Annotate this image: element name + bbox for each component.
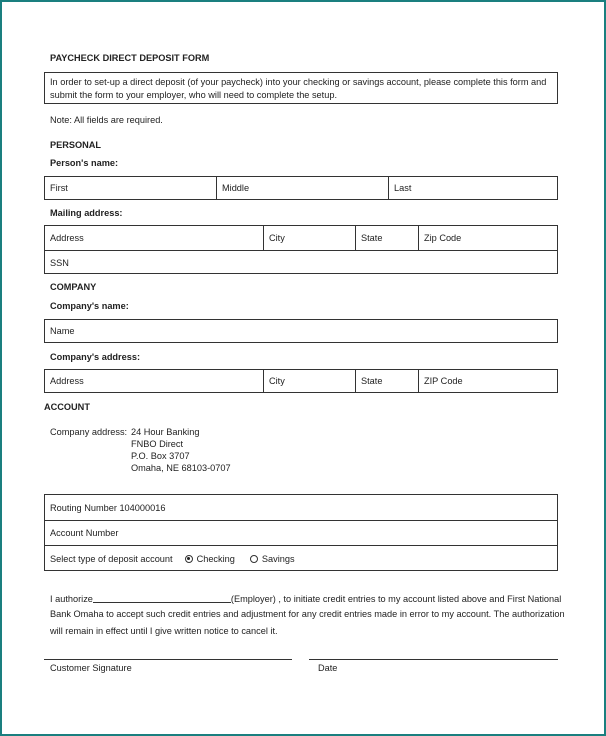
company-name-row — [44, 319, 558, 343]
company-heading: COMPANY — [50, 282, 97, 292]
company-state-label: State — [361, 376, 383, 386]
authorization-line-1 — [50, 593, 561, 604]
first-name-field[interactable] — [45, 177, 216, 199]
mailing-state-label: State — [361, 233, 383, 243]
routing-number-text: Routing Number 104000016 — [50, 502, 166, 513]
company-address-row — [44, 369, 558, 393]
persons-name-label: Person's name: — [50, 158, 119, 168]
persons-name-row — [44, 176, 558, 200]
bank-address-line: 24 Hour Banking — [131, 427, 200, 437]
savings-label: Savings — [261, 553, 295, 564]
account-details-block — [44, 494, 558, 571]
account-heading: ACCOUNT — [44, 402, 90, 412]
company-city-label: City — [269, 376, 285, 386]
ssn-field[interactable] — [45, 250, 557, 274]
company-zip-field[interactable] — [418, 370, 557, 392]
checking-radio-icon[interactable] — [185, 555, 193, 563]
company-state-field[interactable] — [355, 370, 418, 392]
routing-number-field[interactable] — [45, 495, 557, 520]
last-name-field[interactable] — [388, 177, 557, 199]
mailing-street-field[interactable] — [45, 226, 263, 250]
first-name-label: First — [50, 183, 68, 193]
checking-label: Checking — [196, 553, 235, 564]
mailing-zip-field[interactable] — [418, 226, 557, 250]
company-city-field[interactable] — [263, 370, 355, 392]
savings-option[interactable] — [250, 554, 295, 564]
bank-address-label: Company address: — [50, 427, 128, 437]
mailing-address-label: Mailing address: — [50, 208, 123, 218]
ssn-label: SSN — [50, 257, 69, 268]
last-name-label: Last — [394, 183, 412, 193]
date-label: Date — [318, 663, 338, 673]
account-number-label: Account Number — [50, 528, 119, 538]
form-title: PAYCHECK DIRECT DEPOSIT FORM — [50, 53, 210, 63]
company-zip-label: ZIP Code — [424, 376, 463, 386]
authorize-text-continued: (Employer) , to initiate credit entries to my account listed above and First National — [230, 594, 562, 604]
employer-blank[interactable] — [93, 593, 231, 603]
authorization-line-2: Bank Omaha to accept such credit entries and adjustment for any credit entries made in error to my account. The authorization — [50, 609, 565, 619]
bank-address-line: Omaha, NE 68103-0707 — [131, 463, 231, 473]
checking-option[interactable] — [185, 554, 235, 564]
company-street-field[interactable] — [45, 370, 263, 392]
mailing-zip-label: Zip Code — [424, 233, 462, 243]
mailing-address-block — [44, 225, 558, 274]
middle-name-field[interactable] — [216, 177, 388, 199]
mailing-city-label: City — [269, 233, 285, 243]
company-name-field[interactable] — [45, 320, 557, 342]
deposit-type-label: Select type of deposit account — [50, 553, 173, 564]
bank-address-line: FNBO Direct — [131, 439, 184, 449]
bank-address-line: P.O. Box 3707 — [131, 451, 190, 461]
authorization-line-3: will remain in effect until I give written notice to cancel it. — [50, 626, 278, 636]
authorize-text: I authorize — [50, 594, 93, 604]
savings-radio-icon[interactable] — [250, 555, 258, 563]
company-address-label: Company's address: — [50, 352, 141, 362]
mailing-address-row — [45, 226, 557, 250]
intro-box — [44, 72, 558, 104]
required-note: Note: All fields are required. — [50, 115, 163, 125]
middle-name-label: Middle — [222, 183, 250, 193]
deposit-type-row — [45, 545, 557, 571]
mailing-state-field[interactable] — [355, 226, 418, 250]
account-number-field[interactable] — [45, 520, 557, 545]
customer-signature-line[interactable] — [44, 659, 292, 660]
mailing-street-label: Address — [50, 233, 84, 243]
company-street-label: Address — [50, 376, 84, 386]
date-line[interactable] — [309, 659, 558, 660]
company-name-label: Company's name: — [50, 301, 129, 311]
personal-heading: PERSONAL — [50, 140, 102, 150]
mailing-city-field[interactable] — [263, 226, 355, 250]
customer-signature-label: Customer Signature — [50, 663, 132, 673]
intro-text: In order to set-up a direct deposit (of your paycheck) into your checking or savings account, please complete this form and submit the form to your employer, who will need to complete the setup. — [50, 77, 547, 100]
company-name-placeholder: Name — [50, 326, 75, 336]
